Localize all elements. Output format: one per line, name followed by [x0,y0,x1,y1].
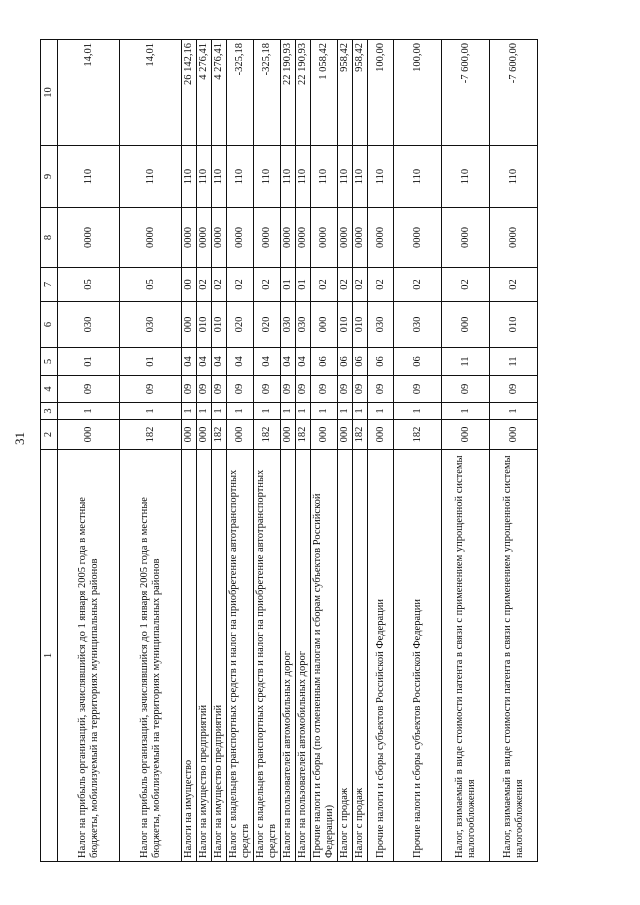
table-row [197,40,212,862]
row-name-cell: Налог на прибыль организаций, зачислявшийся до 1 января 2005 года в местные бюджеты, мобилизуемый на территориях муниципальных районов [120,450,182,862]
code-cell: 1 [353,403,368,420]
code-cell: 09 [394,376,442,403]
code-cell: 110 [394,146,442,208]
code-cell: 1 [58,403,120,420]
code-cell: 11 [490,348,538,376]
code-cell: 000 [182,420,197,450]
code-cell: 1 [442,403,490,420]
row-name-cell: Налог, взимаемый в виде стоимости патента в связи с применением упрощенной системы налогообложения [490,450,538,862]
code-cell: 030 [394,302,442,348]
code-cell: 030 [120,302,182,348]
table-row [58,40,120,862]
code-cell: 09 [353,376,368,403]
code-cell: 0000 [368,208,394,268]
amount-cell: 4 276,41 [197,40,212,146]
code-cell: 0000 [182,208,197,268]
code-cell: 000 [281,420,296,450]
code-cell: 09 [227,376,254,403]
header-cell: 5 [41,348,58,376]
code-cell: 110 [254,146,281,208]
table-row [296,40,311,862]
code-cell: 1 [394,403,442,420]
amount-cell: 4 276,41 [212,40,227,146]
code-cell: 0000 [353,208,368,268]
row-name-cell: Налог на прибыль организаций, зачислявшийся до 1 января 2005 года в местные бюджеты, мобилизуемый на территориях муниципальных районов [58,450,120,862]
code-cell: 010 [338,302,353,348]
row-name-cell: Налог на пользователей автомобильных дорог [281,450,296,862]
code-cell: 01 [58,348,120,376]
row-name-cell: Налог на пользователей автомобильных дорог [296,450,311,862]
code-cell: 02 [311,268,338,302]
code-cell: 04 [182,348,197,376]
code-cell: 010 [353,302,368,348]
code-cell: 000 [490,420,538,450]
amount-cell: -7 600,00 [490,40,538,146]
amount-cell: 22 190,93 [296,40,311,146]
code-cell: 030 [368,302,394,348]
code-cell: 02 [442,268,490,302]
code-cell: 09 [281,376,296,403]
row-name-cell: Прочие налоги и сборы субъектов Российской Федерации [368,450,394,862]
code-cell: 06 [311,348,338,376]
code-cell: 06 [394,348,442,376]
code-cell: 0000 [227,208,254,268]
code-cell: 01 [281,268,296,302]
code-cell: 1 [197,403,212,420]
code-cell: 030 [296,302,311,348]
code-cell: 1 [254,403,281,420]
amount-cell: 14,01 [120,40,182,146]
header-cell: 10 [41,40,58,146]
rotated-page [40,40,608,862]
code-cell: 000 [311,302,338,348]
code-cell: 04 [281,348,296,376]
code-cell: 05 [58,268,120,302]
code-cell: 1 [311,403,338,420]
amount-cell: -325,18 [254,40,281,146]
code-cell: 0000 [490,208,538,268]
amount-cell: 958,42 [338,40,353,146]
code-cell: 0000 [254,208,281,268]
code-cell: 020 [254,302,281,348]
table-row [227,40,254,862]
code-cell: 000 [442,420,490,450]
row-name-cell: Налог с владельцев транспортных средств и налог на приобретение автотранспортных средств [254,450,281,862]
code-cell: 1 [368,403,394,420]
row-name-cell: Налог с продаж [338,450,353,862]
code-cell: 0000 [281,208,296,268]
code-cell: 182 [353,420,368,450]
code-cell: 09 [368,376,394,403]
code-cell: 110 [442,146,490,208]
amount-cell: 14,01 [58,40,120,146]
code-cell: 02 [254,268,281,302]
code-cell: 04 [254,348,281,376]
row-name-cell: Прочие налоги и сборы (по отмененным налогам и сборам субъектов Российской Федерации) [311,450,338,862]
code-cell: 010 [212,302,227,348]
table-row [442,40,490,862]
code-cell: 182 [120,420,182,450]
code-cell: 010 [197,302,212,348]
code-cell: 0000 [58,208,120,268]
code-cell: 110 [281,146,296,208]
table-row [212,40,227,862]
code-cell: 000 [58,420,120,450]
code-cell: 09 [58,376,120,403]
code-cell: 1 [212,403,227,420]
code-cell: 09 [254,376,281,403]
code-cell: 11 [442,348,490,376]
amount-cell: 100,00 [394,40,442,146]
code-cell: 1 [120,403,182,420]
code-cell: 0000 [120,208,182,268]
code-cell: 030 [58,302,120,348]
code-cell: 09 [296,376,311,403]
table-row [120,40,182,862]
amount-cell: 22 190,93 [281,40,296,146]
table-row [490,40,538,862]
code-cell: 02 [227,268,254,302]
code-cell: 04 [296,348,311,376]
code-cell: 04 [227,348,254,376]
code-cell: 000 [368,420,394,450]
code-cell: 1 [296,403,311,420]
table-row [368,40,394,862]
code-cell: 05 [120,268,182,302]
table-row [281,40,296,862]
table-row [182,40,197,862]
code-cell: 1 [182,403,197,420]
code-cell: 0000 [338,208,353,268]
code-cell: 000 [338,420,353,450]
code-cell: 110 [353,146,368,208]
code-cell: 110 [182,146,197,208]
amount-cell: -7 600,00 [442,40,490,146]
code-cell: 182 [394,420,442,450]
code-cell: 000 [197,420,212,450]
row-name-cell: Налоги на имущество [182,450,197,862]
code-cell: 110 [338,146,353,208]
code-cell: 010 [490,302,538,348]
page-number: 31 [12,432,27,445]
code-cell: 000 [442,302,490,348]
code-cell: 110 [368,146,394,208]
code-cell: 02 [197,268,212,302]
code-cell: 000 [182,302,197,348]
code-cell: 09 [311,376,338,403]
header-cell: 9 [41,146,58,208]
code-cell: 02 [490,268,538,302]
code-cell: 182 [296,420,311,450]
budget-table [40,39,538,862]
code-cell: 00 [182,268,197,302]
code-cell: 000 [227,420,254,450]
header-cell: 6 [41,302,58,348]
header-cell: 1 [41,450,58,862]
header-cell: 2 [41,420,58,450]
code-cell: 0000 [442,208,490,268]
code-cell: 01 [296,268,311,302]
row-name-cell: Налог на имущество предприятий [212,450,227,862]
table-row [353,40,368,862]
code-cell: 0000 [296,208,311,268]
code-cell: 1 [227,403,254,420]
code-cell: 09 [212,376,227,403]
code-cell: 182 [212,420,227,450]
code-cell: 020 [227,302,254,348]
code-cell: 0000 [311,208,338,268]
code-cell: 000 [311,420,338,450]
code-cell: 030 [281,302,296,348]
code-cell: 09 [197,376,212,403]
code-cell: 02 [353,268,368,302]
code-cell: 09 [442,376,490,403]
table-row [338,40,353,862]
code-cell: 09 [338,376,353,403]
code-cell: 02 [368,268,394,302]
code-cell: 09 [182,376,197,403]
amount-cell: 1 058,42 [311,40,338,146]
code-cell: 182 [254,420,281,450]
table-row [311,40,338,862]
code-cell: 1 [338,403,353,420]
code-cell: 0000 [197,208,212,268]
code-cell: 1 [281,403,296,420]
code-cell: 04 [212,348,227,376]
row-name-cell: Налог с продаж [353,450,368,862]
code-cell: 110 [296,146,311,208]
row-name-cell: Налог на имущество предприятий [197,450,212,862]
header-cell: 7 [41,268,58,302]
code-cell: 09 [490,376,538,403]
amount-cell: -325,18 [227,40,254,146]
code-cell: 110 [490,146,538,208]
code-cell: 110 [58,146,120,208]
code-cell: 0000 [212,208,227,268]
code-cell: 02 [394,268,442,302]
row-name-cell: Налог, взимаемый в виде стоимости патента в связи с применением упрощенной системы налогообложения [442,450,490,862]
header-row [41,40,58,862]
code-cell: 01 [120,348,182,376]
code-cell: 06 [368,348,394,376]
amount-cell: 100,00 [368,40,394,146]
table-row [254,40,281,862]
header-cell: 8 [41,208,58,268]
header-cell: 4 [41,376,58,403]
code-cell: 1 [490,403,538,420]
row-name-cell: Налог с владельцев транспортных средств и налог на приобретение автотранспортных средств [227,450,254,862]
header-cell: 3 [41,403,58,420]
code-cell: 110 [120,146,182,208]
row-name-cell: Прочие налоги и сборы субъектов Российской Федерации [394,450,442,862]
code-cell: 02 [212,268,227,302]
code-cell: 110 [311,146,338,208]
code-cell: 02 [338,268,353,302]
amount-cell: 26 142,16 [182,40,197,146]
code-cell: 06 [353,348,368,376]
code-cell: 09 [120,376,182,403]
code-cell: 04 [197,348,212,376]
code-cell: 06 [338,348,353,376]
code-cell: 110 [227,146,254,208]
amount-cell: 958,42 [353,40,368,146]
code-cell: 0000 [394,208,442,268]
table-row [394,40,442,862]
code-cell: 110 [212,146,227,208]
code-cell: 110 [197,146,212,208]
